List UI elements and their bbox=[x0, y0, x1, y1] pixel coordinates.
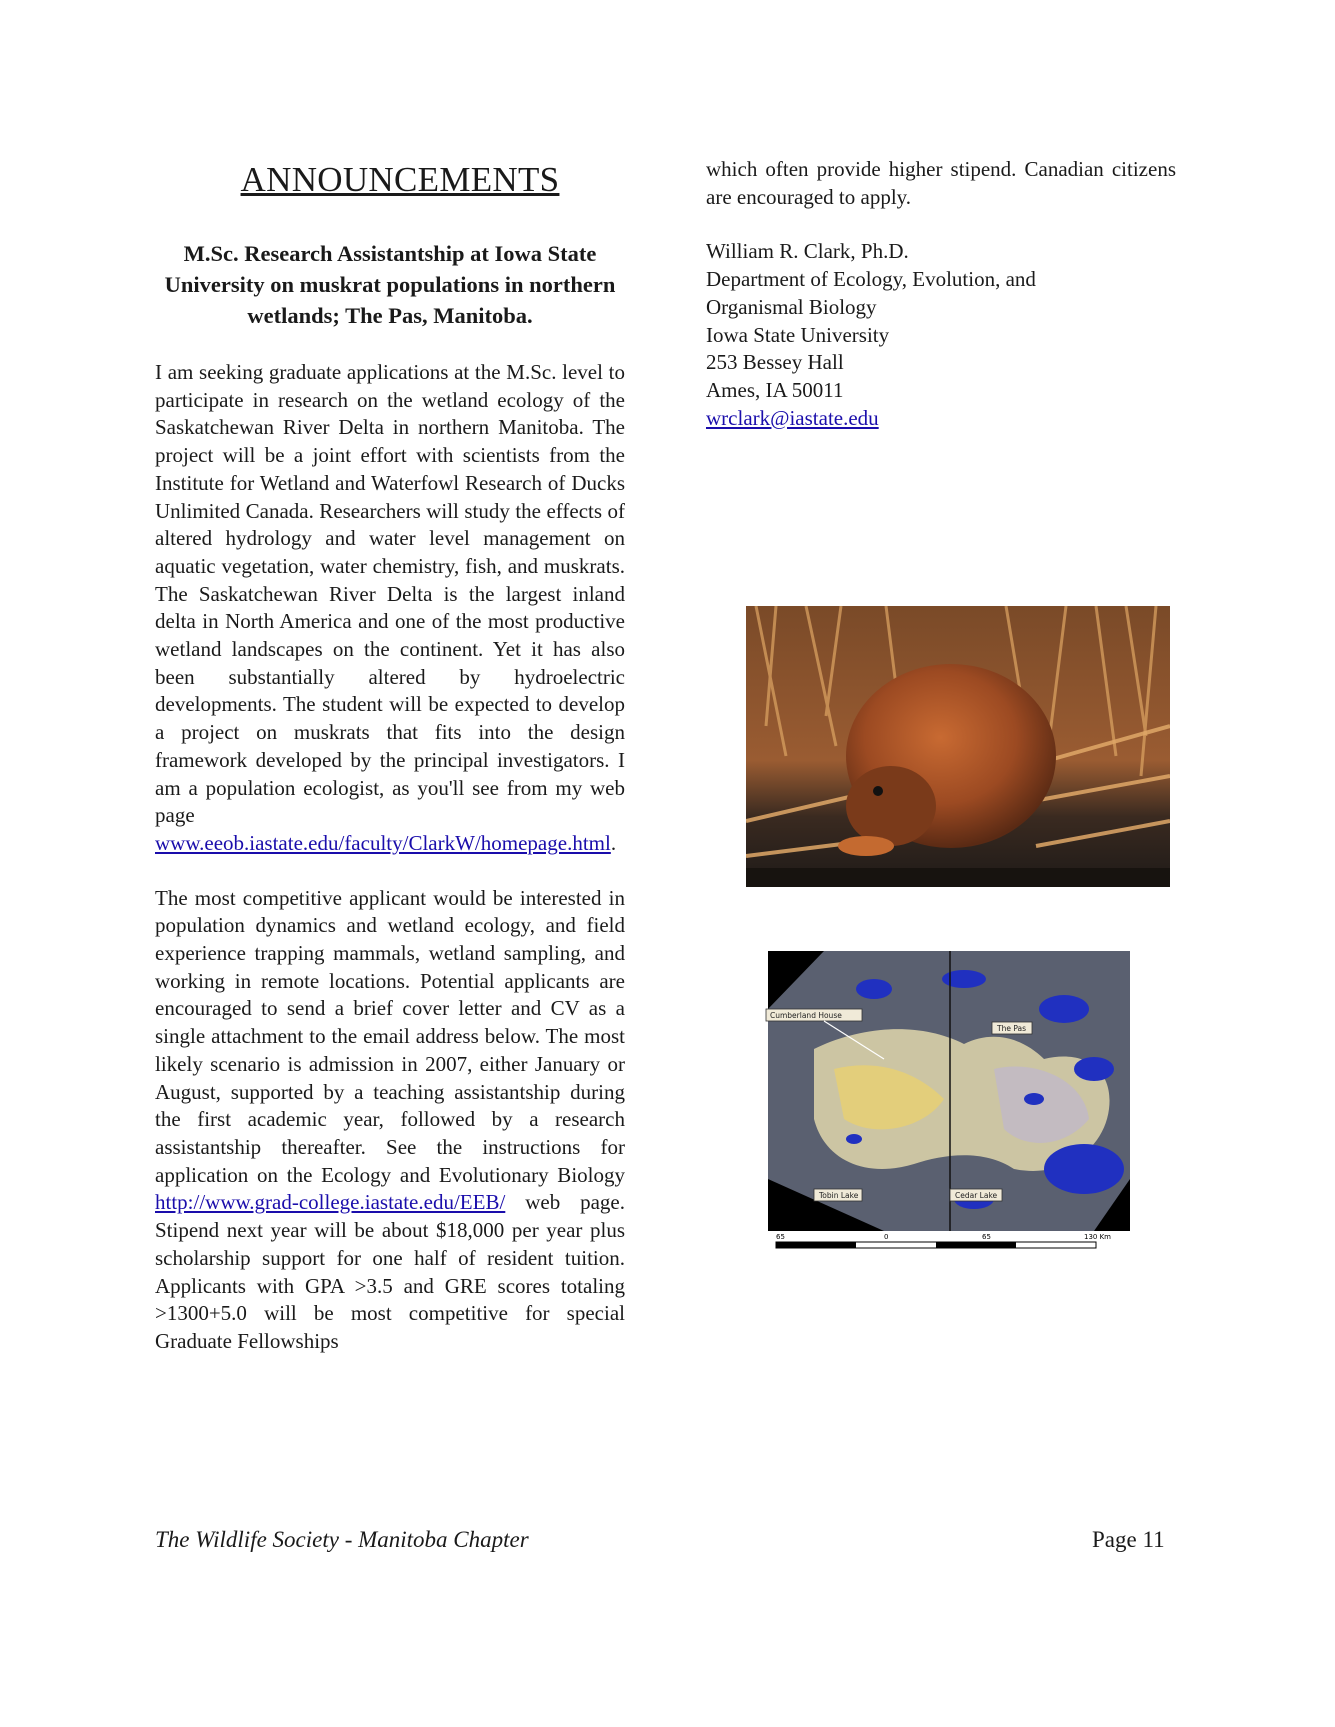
scale-label-130: 130 Km bbox=[1084, 1233, 1111, 1241]
left-column bbox=[155, 160, 625, 1356]
muskrat-photo bbox=[746, 606, 1170, 887]
paragraph-continuation: which often provide higher stipend. Canadian citizens are encouraged to apply. bbox=[706, 157, 1176, 209]
paragraph-2-text: The most competitive applicant would be interested in population dynamics and wetland ecology, and field experience trapping mammals, wetland sampling, and working in remote locations. Potential applicants are encouraged to send a brief cover letter and CV as a single attachment to the email address below. The most likely scenario is admission in 2007, either January or August, supported by a teaching assistantship during the first academic year, followed by a research assistantship thereafter. See the instructions for application on the Ecology and Evolutionary Biology bbox=[155, 885, 625, 1187]
contact-email-link[interactable]: wrclark@iastate.edu bbox=[706, 405, 879, 430]
contact-dept-line1: Department of Ecology, Evolution, and bbox=[706, 267, 1036, 292]
paragraph-1 bbox=[155, 359, 625, 858]
footer-page-number: Page 11 bbox=[1092, 1527, 1165, 1552]
right-column bbox=[706, 156, 1176, 432]
contact-block bbox=[706, 238, 1176, 432]
contact-city: Ames, IA 50011 bbox=[706, 377, 844, 402]
scale-label-65-left: 65 bbox=[776, 1233, 785, 1241]
delta-map bbox=[764, 949, 1134, 1255]
footer-publication: The Wildlife Society - Manitoba Chapter bbox=[155, 1527, 529, 1552]
paragraph-2-end: web page. Stipend next year will be about $18,000 per year plus scholarship support for one half of resident tuition. Applicants with GPA >3.5 and GRE scores totaling >1300+5.0 will be most competitive for special Graduate Fellowships bbox=[155, 1190, 625, 1353]
paragraph-1-end: . bbox=[610, 830, 617, 855]
contact-university: Iowa State University bbox=[706, 322, 890, 347]
contact-address: 253 Bessey Hall bbox=[706, 350, 844, 375]
paragraph-1-text: I am seeking graduate applications at the M.Sc. level to participate in research on the wetland ecology of the Saskatchewan River Delta in northern Manitoba. The project will be a joint effort with scientists from the Institute for Wetland and Waterfowl Research of Ducks Unlimited Canada. Researchers will study the effects of altered hydrology and water level management on aquatic vegetation, water chemistry, fish, and muskrats. The Saskatchewan River Delta is the largest inland delta in North America and one of the most productive wetland landscapes on the continent. Yet it has also been substantially altered by hydroelectric developments. The student will be expected to develop a project on muskrats that fits into the design framework developed by the principal investigators. I am a population ecologist, as you'll see from my web page bbox=[155, 360, 625, 828]
map-label-cumberland: Cumberland House bbox=[770, 1011, 842, 1020]
paragraph-2 bbox=[155, 885, 625, 1356]
section-title: ANNOUNCEMENTS bbox=[240, 160, 560, 199]
homepage-link[interactable]: www.eeob.iastate.edu/faculty/ClarkW/homepage.html bbox=[155, 830, 611, 855]
map-label-the-pas: The Pas bbox=[997, 1024, 1027, 1033]
scale-label-0: 0 bbox=[884, 1233, 889, 1241]
map-label-tobin: Tobin Lake bbox=[819, 1191, 859, 1200]
contact-name: William R. Clark, Ph.D. bbox=[706, 239, 909, 264]
contact-dept-line2: Organismal Biology bbox=[706, 294, 877, 319]
map-label-cedar: Cedar Lake bbox=[955, 1191, 998, 1200]
article-title: M.Sc. Research Assistantship at Iowa State University on muskrat populations in northern wetlands; The Pas, Manitoba. bbox=[164, 241, 616, 328]
eeb-link[interactable]: http://www.grad-college.iastate.edu/EEB/ bbox=[155, 1190, 506, 1215]
scale-label-65-right: 65 bbox=[982, 1233, 991, 1241]
